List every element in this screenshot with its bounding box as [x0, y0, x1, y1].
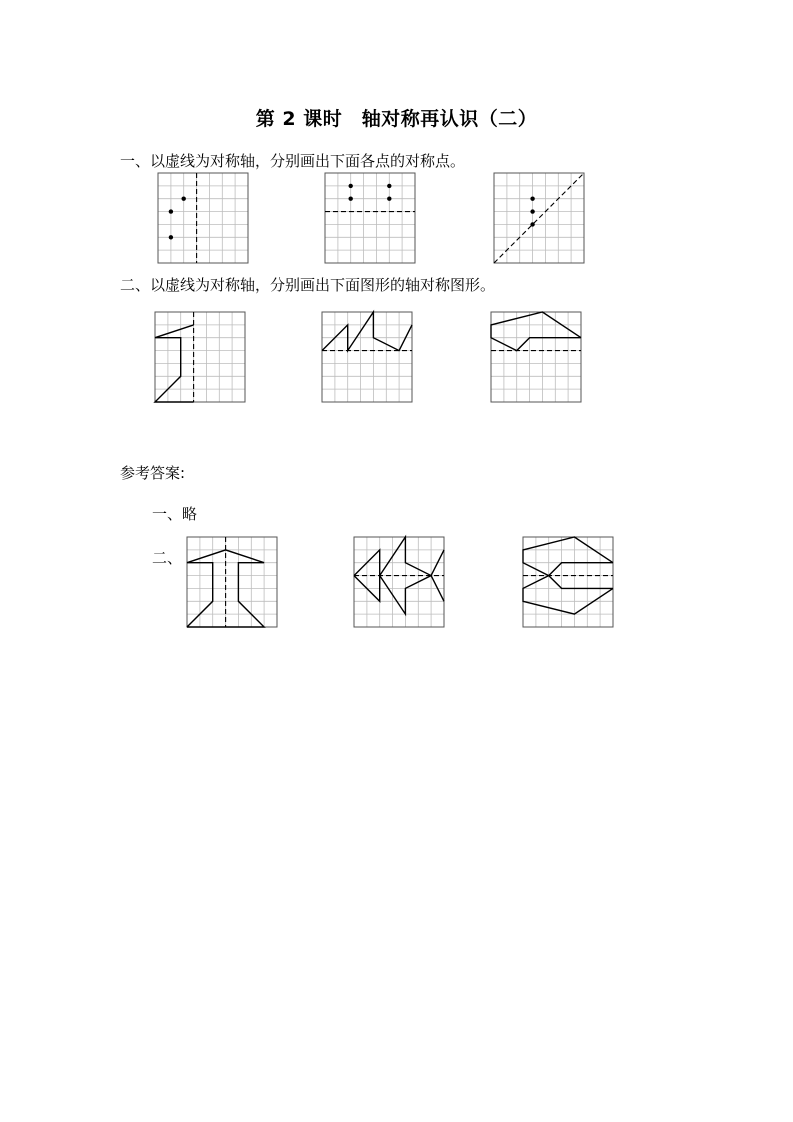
q2-grid-shape-1 [155, 312, 245, 402]
point [387, 197, 391, 201]
answer-1: 一、略 [152, 505, 198, 523]
mirrored-figure [523, 576, 613, 615]
mirrored-figure [354, 576, 444, 615]
answer-grid-shape-2 [354, 537, 444, 627]
point [530, 209, 534, 213]
question-2-text: 二、以虚线为对称轴，分别画出下面图形的轴对称图形。 [120, 276, 496, 294]
upper-figure [354, 537, 444, 576]
answer-grid-shape-1 [187, 537, 277, 627]
point [169, 235, 173, 239]
point [530, 197, 534, 201]
q2-grid-shape-3 [491, 312, 581, 402]
point [169, 209, 173, 213]
answer-2-label: 二、 [152, 549, 183, 567]
point [349, 184, 353, 188]
symmetry-axis [494, 173, 584, 263]
answer-grid-shape-3 [523, 537, 613, 627]
answers-heading: 参考答案: [120, 464, 186, 482]
half-figure [322, 312, 412, 351]
point [349, 197, 353, 201]
point [182, 197, 186, 201]
q1-grid-diagonal-axis [494, 173, 584, 263]
question-1-text: 一、以虚线为对称轴，分别画出下面各点的对称点。 [120, 152, 466, 170]
q2-grid-shape-2 [322, 312, 412, 402]
q1-grid-vertical-axis [158, 173, 248, 263]
point [387, 184, 391, 188]
q1-grid-horizontal-axis [325, 173, 415, 263]
upper-figure [523, 537, 613, 576]
page-title: 第 2 课时 轴对称再认识（二） [255, 108, 538, 130]
half-figure [491, 312, 581, 351]
point [530, 222, 534, 226]
